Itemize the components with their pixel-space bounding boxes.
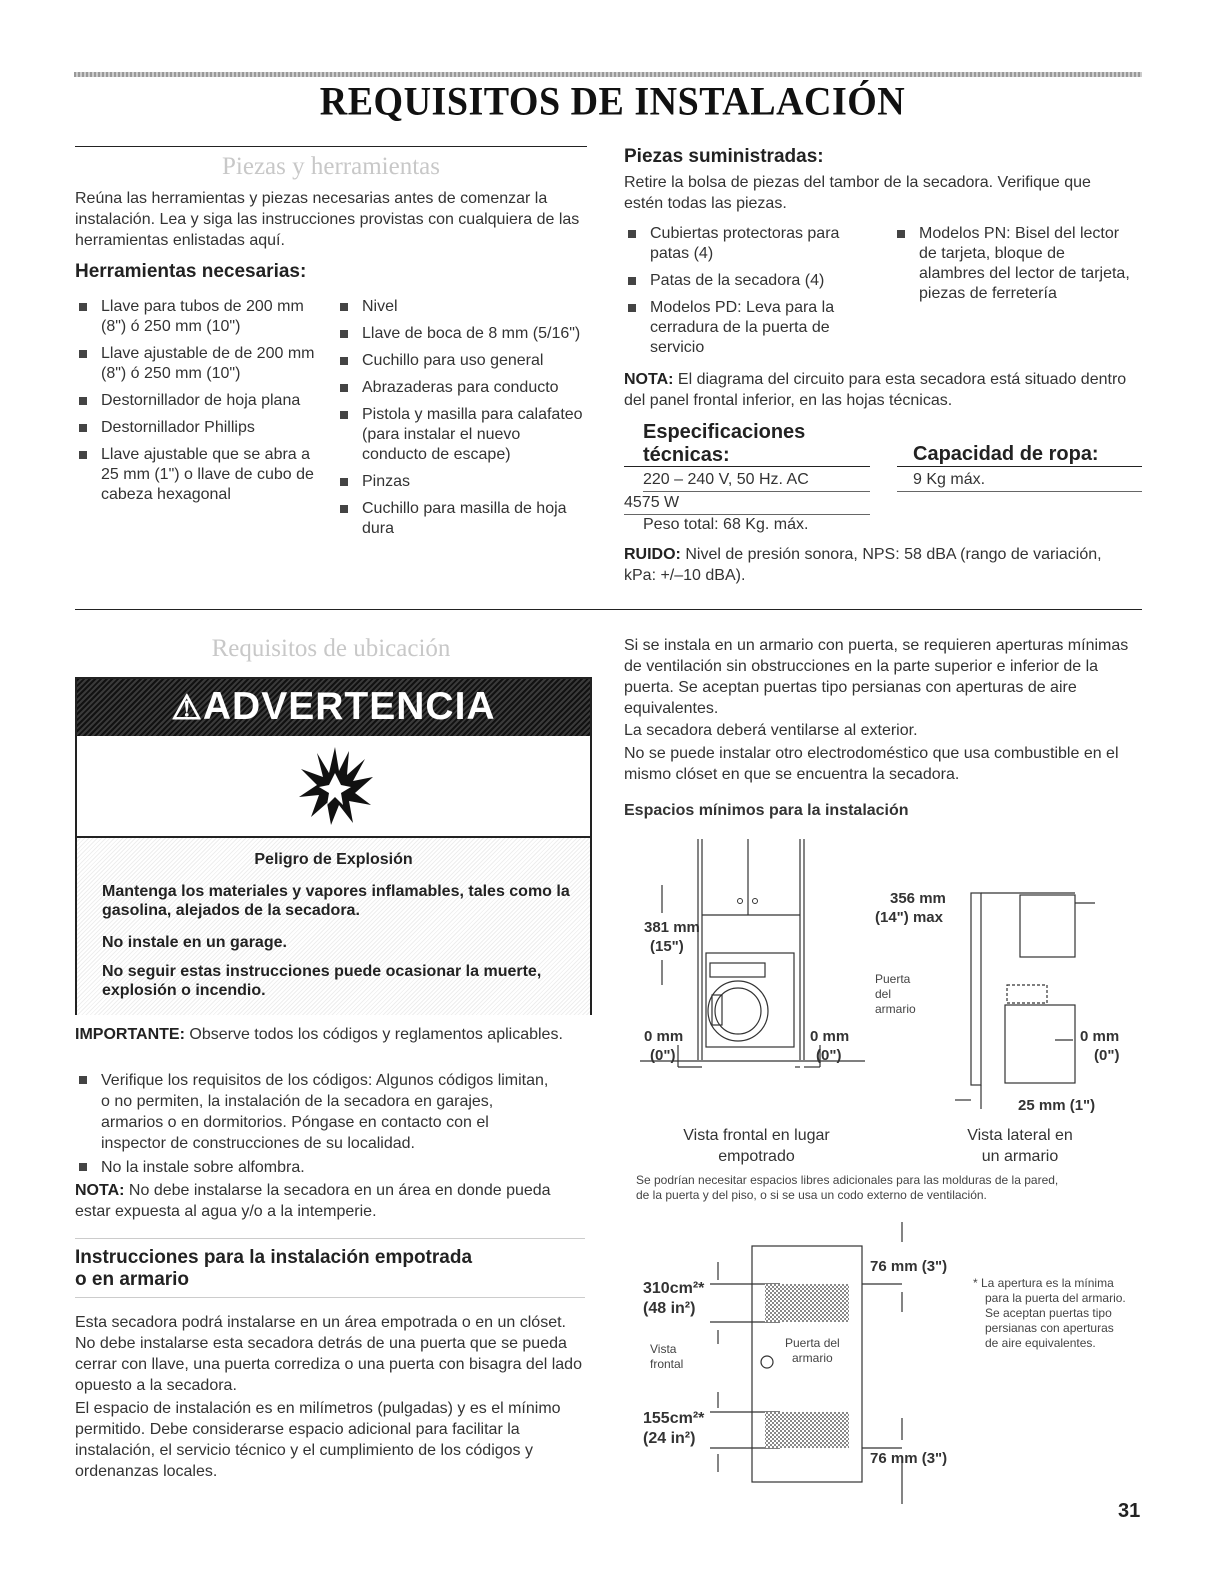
door-view-label: Vista frontal bbox=[650, 1342, 684, 1371]
cap-heading: Capacidad de ropa: bbox=[913, 443, 1099, 465]
door-note: * La apertura es la mínima para la puerta del armario. Se aceptan puertas tipo persianas con aperturas de aire equivalentes. bbox=[973, 1276, 1126, 1350]
spec-heading-2: técnicas: bbox=[643, 444, 730, 466]
cap-value: 9 Kg máx. bbox=[913, 471, 986, 488]
list-item: Patas de la secadora (4) bbox=[624, 271, 864, 291]
cap-row-rule bbox=[897, 491, 1142, 492]
door-top-area: 310cm²* (48 in²) bbox=[643, 1280, 705, 1317]
warning-line-3: No seguir estas instrucciones puede ocasionar la muerte, explosión o incendio. bbox=[102, 963, 542, 999]
nota-label: NOTA: bbox=[75, 1182, 125, 1199]
front-right-label: 0 mm (0") bbox=[810, 1028, 850, 1064]
top-rule bbox=[74, 72, 1142, 77]
tools-list-2 bbox=[336, 297, 588, 546]
right-p2: La secadora deberá ventilarse al exterior. bbox=[624, 722, 918, 739]
section-heading-location: Requisitos de ubicación bbox=[211, 635, 451, 662]
closet-p2: El espacio de instalación es en milímetros (pulgadas) y es el mínimo permitido. Debe considerarse espacio adicional para facilitar la instalación, el servicio técnico y el cumplimiento de los códigos y ordenanzas locales. bbox=[75, 1400, 561, 1480]
list-item: Destornillador de hoja plana bbox=[75, 391, 320, 411]
list-item: Llave de boca de 8 mm (5/16") bbox=[336, 324, 588, 344]
door-bottom-area: 155cm²* (24 in²) bbox=[643, 1410, 705, 1447]
spaces-heading: Espacios mínimos para la instalación bbox=[624, 802, 909, 819]
list-item: Llave ajustable que se abra a 25 mm (1") o llave de cubo de cabeza hexagonal bbox=[75, 445, 320, 505]
right-p1: Si se instala en un armario con puerta, se requieren aperturas mínimas de ventilación sin obstrucciones en la parte superior e inferior de la puerta. Se aceptan puertas tipo persianas con aperturas de aire equivalentes. bbox=[624, 637, 1129, 717]
warning-triangle-icon: ⚠ bbox=[171, 689, 203, 727]
list-item: Pistola y masilla para calafateo (para instalar el nuevo conducto de escape) bbox=[336, 405, 588, 465]
front-caption: Vista frontal en lugar empotrado bbox=[683, 1127, 830, 1165]
side-caption: Vista lateral en un armario bbox=[967, 1127, 1073, 1165]
list-item: Verifique los requisitos de los códigos: Algunos códigos limitan, o no permiten, la instalación de la secadora en garajes, armarios o en dormitorios. Póngase en contacto con el inspector de construcciones de su localidad. bbox=[75, 1070, 555, 1154]
importante bbox=[75, 1024, 585, 1045]
list-item: Cuchillo para uso general bbox=[336, 351, 588, 371]
list-item: Llave ajustable de de 200 mm (8") ó 250 mm (10") bbox=[75, 344, 320, 384]
nota-text: El diagrama del circuito para esta secadora está situado dentro del panel frontal inferior, en las hojas técnicas. bbox=[624, 371, 1127, 409]
spec-row-1: 220 – 240 V, 50 Hz. AC bbox=[643, 471, 809, 488]
closet-heading-1: Instrucciones para la instalación empotrada bbox=[75, 1247, 473, 1268]
closet-heading bbox=[75, 1247, 472, 1291]
closet-p1: Esta secadora podrá instalarse en un área empotrada o en un clóset. No debe instalarse esta secadora detrás de una puerta que se pueda cerrar con llave, una puerta corrediza o una puerta con bisagra del lado opuesto a la secadora. bbox=[75, 1314, 582, 1394]
divider bbox=[75, 1297, 585, 1298]
warning-line-1: Mantenga los materiales y vapores inflamables, tales como la gasolina, alejados de la secadora. bbox=[102, 883, 570, 919]
divider bbox=[75, 1238, 585, 1239]
door-bottom-gap: 76 mm (3") bbox=[870, 1450, 948, 1467]
door-top-gap: 76 mm (3") bbox=[870, 1258, 948, 1275]
location-nota bbox=[75, 1180, 575, 1222]
nota-label: NOTA: bbox=[624, 371, 674, 388]
list-item: Modelos PD: Leva para la cerradura de la puerta de servicio bbox=[624, 298, 864, 358]
spec-heading-1: Especificaciones bbox=[643, 421, 806, 443]
page-number: 31 bbox=[1118, 1500, 1141, 1522]
warning-body bbox=[77, 836, 590, 1015]
ruido-text: Nivel de presión sonora, NPS: 58 dBA (rango de variación, kPa: +/–10 dBA). bbox=[624, 546, 1102, 584]
side-top-label: 356 mm (14") max bbox=[875, 890, 946, 926]
tools-intro: Reúna las herramientas y piezas necesarias antes de comenzar la instalación. Lea y siga las instrucciones provistas con cualquiera de las herramientas enlistadas aquí. bbox=[75, 190, 580, 249]
warning-title: Peligro de Explosión bbox=[254, 851, 413, 868]
parts-list-1 bbox=[624, 224, 864, 365]
parts-list-2 bbox=[893, 224, 1133, 311]
side-door-label: Puerta del armario bbox=[875, 972, 916, 1016]
side-view-diagram bbox=[935, 885, 1125, 1125]
front-view-diagram bbox=[640, 835, 870, 1125]
spec-row-2: 4575 W bbox=[624, 494, 680, 511]
list-item: Destornillador Phillips bbox=[75, 418, 320, 438]
list-item: No la instale sobre alfombra. bbox=[75, 1157, 555, 1178]
list-item: Pinzas bbox=[336, 472, 588, 492]
warning-line-2: No instale en un garage. bbox=[102, 934, 287, 951]
tools-subheading: Herramientas necesarias: bbox=[75, 261, 307, 282]
spec-rule bbox=[624, 466, 870, 467]
warning-banner-text: ADVERTENCIA bbox=[202, 685, 496, 728]
warning-banner bbox=[77, 679, 590, 736]
list-item: Modelos PN: Bisel del lector de tarjeta, bloque de alambres del lector de tarjeta, piezas de ferretería bbox=[893, 224, 1133, 304]
list-item: Llave para tubos de 200 mm (8") ó 250 mm (10") bbox=[75, 297, 320, 337]
list-item: Abrazaderas para conducto bbox=[336, 378, 588, 398]
explosion-icon bbox=[295, 745, 375, 827]
side-bottom-label: 25 mm (1") bbox=[1018, 1097, 1096, 1114]
front-top-label: 381 mm (15") bbox=[644, 919, 700, 955]
parts-nota bbox=[624, 369, 1139, 411]
tools-list-1 bbox=[75, 297, 320, 512]
door-label: Puerta del armario bbox=[785, 1336, 840, 1365]
list-item: Nivel bbox=[336, 297, 588, 317]
warning-box bbox=[75, 677, 592, 1015]
section-rule bbox=[75, 609, 1142, 610]
importante-label: IMPORTANTE: bbox=[75, 1026, 185, 1043]
list-item: Cuchillo para masilla de hoja dura bbox=[336, 499, 588, 539]
location-bullets bbox=[75, 1070, 555, 1185]
spec-heading bbox=[643, 421, 805, 467]
importante-text: Observe todos los códigos y reglamentos aplicables. bbox=[184, 1026, 563, 1043]
ruido bbox=[624, 544, 1104, 586]
ruido-label: RUIDO: bbox=[624, 546, 681, 563]
parts-heading: Piezas suministradas: bbox=[624, 146, 824, 167]
side-right-label: 0 mm (0") bbox=[1080, 1028, 1120, 1064]
section-rule bbox=[75, 146, 587, 147]
cap-rule bbox=[897, 466, 1142, 467]
spaces-footnote: Se podrían necesitar espacios libres adicionales para las molduras de la pared, de la puerta y del piso, o si se usa un codo externo de ventilación. bbox=[636, 1173, 1059, 1202]
spec-row-3: Peso total: 68 Kg. máx. bbox=[643, 516, 809, 533]
front-left-label: 0 mm (0") bbox=[644, 1028, 684, 1064]
nota-text: No debe instalarse la secadora en un área en donde pueda estar expuesta al agua y/o a la intemperie. bbox=[75, 1182, 551, 1220]
parts-intro: Retire la bolsa de piezas del tambor de la secadora. Verifique que estén todas las piezas. bbox=[624, 174, 1091, 212]
right-p3: No se puede instalar otro electrodoméstico que usa combustible en el mismo clóset en que se encuentra la secadora. bbox=[624, 745, 1119, 783]
page-title: REQUISITOS DE INSTALACIÓN bbox=[319, 79, 906, 125]
list-item: Cubiertas protectoras para patas (4) bbox=[624, 224, 864, 264]
section-heading-tools: Piezas y herramientas bbox=[222, 153, 440, 180]
closet-heading-2: o en armario bbox=[75, 1269, 190, 1290]
